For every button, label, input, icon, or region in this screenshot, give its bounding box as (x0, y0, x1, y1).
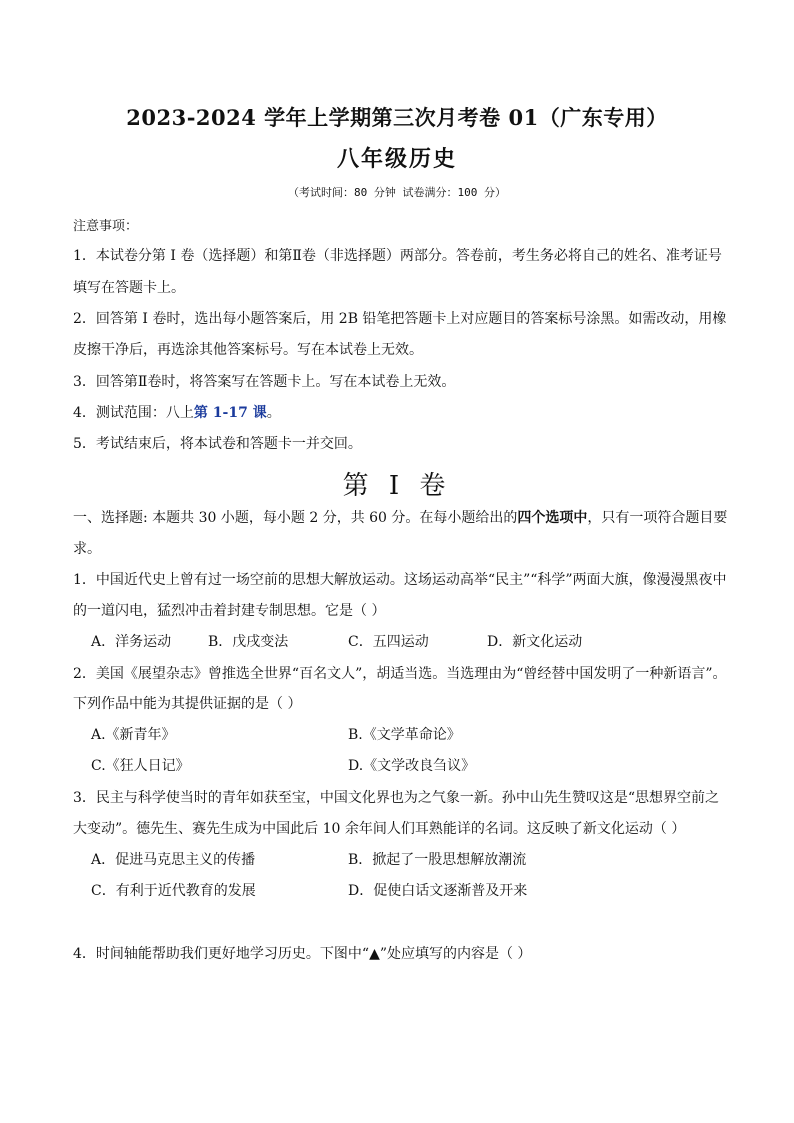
exam-title: 2023-2024 学年上学期第三次月考卷 01（广东专用） (126, 105, 668, 130)
question-3-option-c: C．有利于近代教育的发展 (91, 883, 256, 899)
note-item-4 (73, 404, 281, 422)
question-3-line-2: 大变动”。德先生、赛先生成为中国此后 10 余年间人们耳熟能详的名词。这反映了新文化运动（ ） (73, 821, 686, 837)
note-item-5: 5．考试结束后，将本试卷和答题卡一并交回。 (73, 436, 362, 452)
note-item-3: 3．回答第Ⅱ卷时，将答案写在答题卡上。写在本试卷上无效。 (73, 374, 456, 390)
note-item-2-line-1: 2．回答第 I 卷时，选出每小题答案后，用 2B 铅笔把答题卡上对应题目的答案标号涂黑。如需改动，用橡 (73, 311, 727, 327)
section-instructions-part-c: ，只有一项符合题目要 (587, 510, 728, 526)
question-2-line-1: 2．美国《展望杂志》曾推选全世界“百名文人”，胡适当选。当选理由为“曾经替中国发明了一种新语言”。 (73, 666, 727, 682)
section-instructions-part-a: 一、选择题: 本题共 30 小题，每小题 2 分，共 60 分。在每小题给出的 (73, 510, 518, 526)
question-1-option-c: C．五四运动 (348, 634, 429, 650)
question-3-line-1: 3．民主与科学使当时的青年如获至宝，中国文化界也为之气象一新。孙中山先生赞叹这是“思想界空前之 (73, 790, 720, 806)
exam-subtitle: 八年级历史 (336, 146, 457, 172)
section-instructions-line-1 (73, 509, 727, 527)
question-2-option-c: C.《狂人日记》 (91, 758, 190, 774)
note-item-4-range: 第 1-17 课 (193, 405, 267, 421)
note-item-1-line-1: 1．本试卷分第 I 卷（选择题）和第Ⅱ卷（非选择题）两部分。答卷前，考生务必将自己的姓名、准考证号 (73, 248, 722, 264)
section-instructions-part-b: 四个选项中 (517, 510, 588, 526)
question-3-option-a: A．促进马克思主义的传播 (91, 852, 256, 868)
question-2-option-d: D.《文学改良刍议》 (348, 758, 476, 774)
question-2-line-2: 下列作品中能为其提供证据的是（ ） (73, 696, 302, 712)
question-2-option-b: B.《文学革命论》 (348, 727, 461, 743)
note-item-4-suffix: 。 (266, 405, 281, 421)
question-4-line-1: 4．时间轴能帮助我们更好地学习历史。下图中“▲”处应填写的内容是（ ） (73, 946, 532, 962)
note-item-1-line-2: 填写在答题卡上。 (73, 280, 185, 296)
question-2-option-a: A.《新青年》 (91, 727, 176, 743)
section-instructions-line-2: 求。 (73, 541, 101, 557)
question-1-line-1: 1．中国近代史上曾有过一场空前的思想大解放运动。这场运动高举“民主”“科学”两面大旗，像漫漫黑夜中 (73, 572, 727, 588)
question-3-option-b: B．掀起了一股思想解放潮流 (348, 852, 527, 868)
notes-heading: 注意事项： (73, 219, 139, 234)
note-item-4-prefix: 4．测试范围：八上 (73, 405, 194, 421)
question-1-option-b: B．戊戌变法 (208, 634, 289, 650)
exam-time-score: （考试时间：80 分钟 试卷满分：100 分） (288, 186, 506, 199)
question-1-option-d: D．新文化运动 (487, 634, 583, 650)
question-1-option-a: A．洋务运动 (91, 634, 172, 650)
section-title: 第 I 卷 (342, 471, 452, 501)
question-3-option-d: D．促使白话文逐渐普及开来 (348, 883, 528, 899)
note-item-2-line-2: 皮擦干净后，再选涂其他答案标号。写在本试卷上无效。 (73, 342, 423, 358)
question-1-line-2: 的一道闪电，猛烈冲击着封建专制思想。它是（ ） (73, 603, 386, 619)
